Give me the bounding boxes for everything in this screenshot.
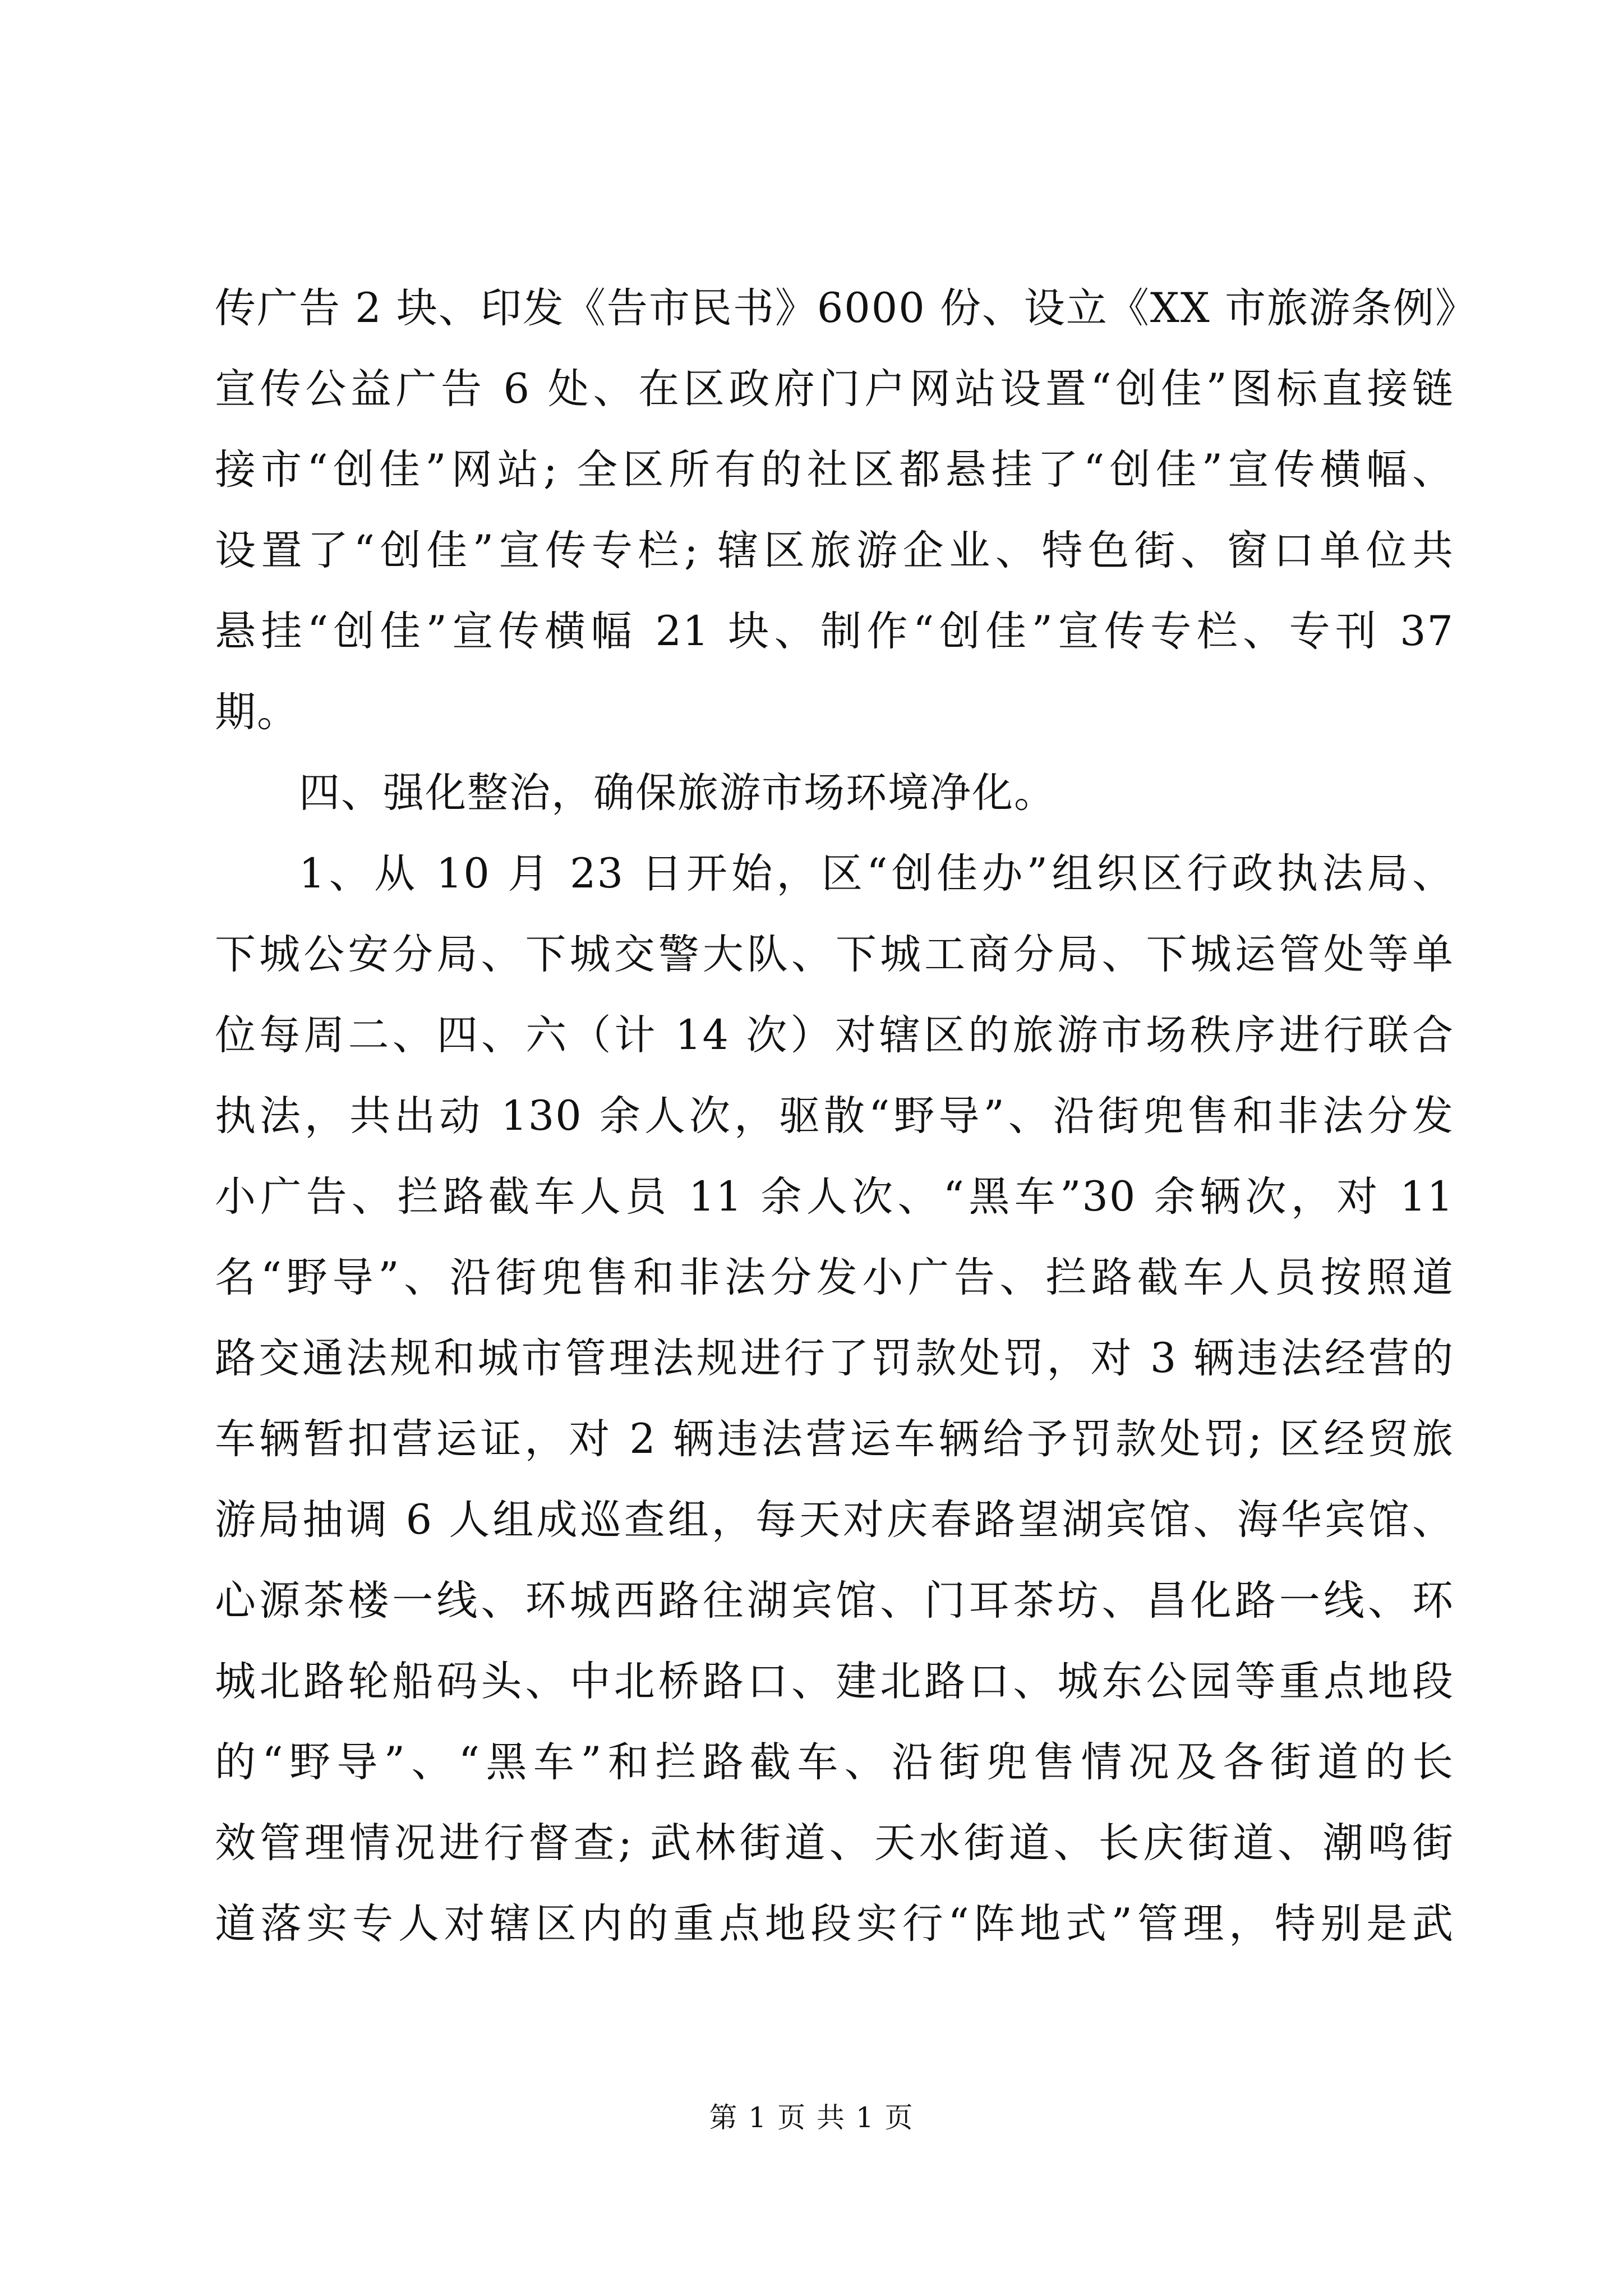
text-line: 传广告 2 块、印发《告市民书》6000 份、设立《XX 市旅游条例》 (215, 284, 1477, 332)
page-number-label: 第 1 页 共 1 页 (709, 2101, 914, 2134)
text-line: 城北路轮船码头、中北桥路口、建北路口、城东公园等重点地段 (215, 1658, 1454, 1705)
text-line: 车辆暂扣营运证，对 2 辆违法营运车辆给予罚款处罚; 区经贸旅 (215, 1415, 1454, 1463)
text-line: 下城公安分局、下城交警大队、下城工商分局、下城运管处等单 (215, 931, 1454, 978)
text-line: 期。 (215, 688, 299, 736)
text-line: 位每周二、四、六（计 14 次）对辖区的旅游市场秩序进行联合 (215, 1011, 1454, 1059)
paragraph-first-line: 1、从 10 月 23 日开始，区“创佳办”组织区行政执法局、 (299, 850, 1454, 898)
text-line: 路交通法规和城市管理法规进行了罚款处罚，对 3 辆违法经营的 (215, 1335, 1454, 1382)
text-line: 设置了“创佳”宣传专栏; 辖区旅游企业、特色街、窗口单位共 (215, 527, 1454, 574)
text-line: 道落实专人对辖区内的重点地段实行“阵地式”管理，特别是武 (215, 1900, 1454, 1948)
text-line: 心源茶楼一线、环城西路往湖宾馆、门耳茶坊、昌化路一线、环 (215, 1577, 1454, 1625)
page-footer (0, 2095, 1623, 2136)
text-line: 宣传公益广告 6 处、在区政府门户网站设置“创佳”图标直接链 (215, 365, 1454, 413)
text-line: 游局抽调 6 人组成巡查组，每天对庆春路望湖宾馆、海华宾馆、 (215, 1496, 1454, 1544)
text-line: 效管理情况进行督查; 武林街道、天水街道、长庆街道、潮鸣街 (215, 1819, 1454, 1867)
text-line: 的“野导”、“黑车”和拦路截车、沿街兜售情况及各街道的长 (215, 1738, 1454, 1786)
document-body (215, 268, 1477, 1964)
section-heading: 四、强化整治，确保旅游市场环境净化。 (299, 769, 1056, 817)
text-line: 小广告、拦路截车人员 11 余人次、“黑车”30 余辆次，对 11 (215, 1173, 1454, 1221)
text-line: 执法，共出动 130 余人次，驱散“野导”、沿街兜售和非法分发 (215, 1092, 1454, 1140)
text-line: 悬挂“创佳”宣传横幅 21 块、制作“创佳”宣传专栏、专刊 37 (215, 608, 1454, 655)
text-line: 名“野导”、沿街兜售和非法分发小广告、拦路截车人员按照道 (215, 1254, 1454, 1301)
text-line: 接市“创佳”网站; 全区所有的社区都悬挂了“创佳”宣传横幅、 (215, 446, 1454, 494)
